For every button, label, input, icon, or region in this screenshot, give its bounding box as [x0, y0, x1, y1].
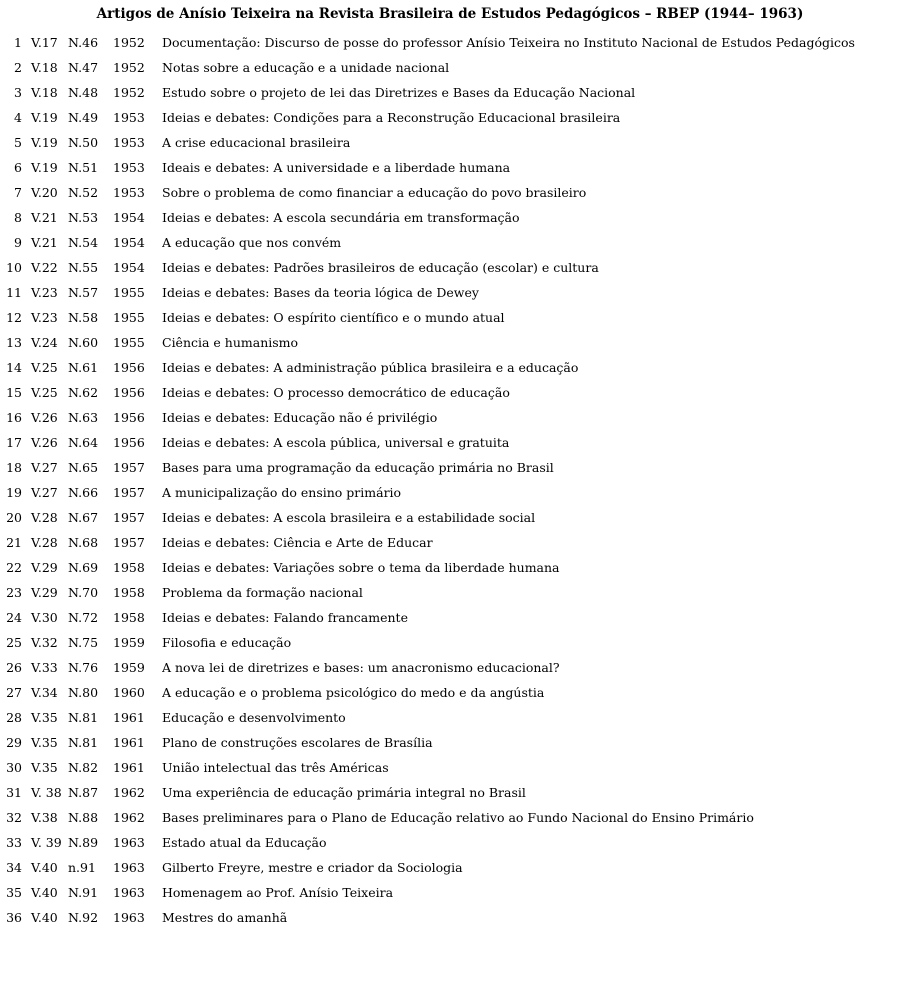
article-year: 1952 [113, 85, 145, 100]
article-title: Plano de construções escolares de Brasília [162, 735, 433, 750]
article-number: N.66 [68, 485, 99, 500]
article-row [0, 130, 900, 155]
article-title: Estado atual da Educação [162, 835, 327, 850]
article-index: 14 [6, 360, 22, 375]
article-index: 35 [6, 885, 22, 900]
article-volume: V.30 [31, 610, 58, 625]
article-volume: V.35 [31, 760, 58, 775]
article-number: N.46 [68, 35, 99, 50]
article-year: 1960 [113, 685, 145, 700]
article-volume: V.40 [31, 885, 58, 900]
article-volume: V.17 [31, 35, 58, 50]
article-year: 1957 [113, 460, 145, 475]
article-title: Ideias e debates: Padrões brasileiros de educação (escolar) e cultura [162, 260, 599, 275]
article-number: N.68 [68, 535, 99, 550]
article-title: Problema da formação nacional [162, 585, 363, 600]
article-volume: V.24 [31, 335, 58, 350]
article-index: 23 [6, 585, 22, 600]
article-index: 1 [14, 35, 22, 50]
article-row [0, 830, 900, 855]
article-volume: V.21 [31, 235, 58, 250]
article-year: 1953 [113, 135, 145, 150]
article-year: 1961 [113, 760, 145, 775]
article-row [0, 180, 900, 205]
article-number: N.76 [68, 660, 99, 675]
article-number: N.70 [68, 585, 99, 600]
article-title: Documentação: Discurso de posse do professor Anísio Teixeira no Instituto Nacional de Estudos Pedagógicos [162, 35, 855, 50]
article-index: 5 [14, 135, 22, 150]
article-row [0, 280, 900, 305]
article-row [0, 255, 900, 280]
article-title: A nova lei de diretrizes e bases: um anacronismo educacional? [162, 660, 560, 675]
article-year: 1957 [113, 535, 145, 550]
article-title: Mestres do amanhã [162, 910, 288, 925]
article-title: Ideias e debates: Bases da teoria lógica de Dewey [162, 285, 479, 300]
article-year: 1952 [113, 35, 145, 50]
article-year: 1958 [113, 585, 145, 600]
article-row [0, 605, 900, 630]
article-volume: V.28 [31, 510, 58, 525]
article-number: N.92 [68, 910, 99, 925]
article-row [0, 705, 900, 730]
article-title: Ideias e debates: Educação não é privilégio [162, 410, 438, 425]
article-volume: V.20 [31, 185, 58, 200]
article-title: Ideias e debates: Ciência e Arte de Educar [162, 535, 433, 550]
article-index: 18 [6, 460, 22, 475]
article-year: 1963 [113, 910, 145, 925]
article-number: N.82 [68, 760, 99, 775]
article-title: Ideias e debates: A escola secundária em transformação [162, 210, 520, 225]
article-index: 4 [14, 110, 22, 125]
article-volume: V.28 [31, 535, 58, 550]
article-row [0, 455, 900, 480]
article-number: N.49 [68, 110, 99, 125]
article-title: Ideias e debates: Condições para a Reconstrução Educacional brasileira [162, 110, 621, 125]
article-year: 1955 [113, 310, 145, 325]
article-title: Ideais e debates: A universidade e a liberdade humana [162, 160, 511, 175]
article-volume: V.40 [31, 910, 58, 925]
article-index: 7 [14, 185, 22, 200]
article-index: 24 [6, 610, 22, 625]
article-volume: V.23 [31, 285, 58, 300]
article-volume: V.25 [31, 360, 58, 375]
article-volume: V.34 [31, 685, 58, 700]
article-title: Ciência e humanismo [162, 335, 299, 350]
article-number: N.81 [68, 710, 99, 725]
article-year: 1961 [113, 735, 145, 750]
article-index: 20 [6, 510, 22, 525]
article-index: 17 [6, 435, 22, 450]
article-row [0, 755, 900, 780]
article-number: N.60 [68, 335, 99, 350]
article-volume: V.19 [31, 135, 58, 150]
article-volume: V.26 [31, 410, 58, 425]
article-year: 1959 [113, 660, 145, 675]
article-number: N.64 [68, 435, 99, 450]
article-index: 21 [6, 535, 22, 550]
article-row [0, 405, 900, 430]
article-title: Ideias e debates: A escola brasileira e a estabilidade social [162, 510, 536, 525]
article-volume: V.29 [31, 585, 58, 600]
article-title: União intelectual das três Américas [162, 760, 389, 775]
article-number: N.61 [68, 360, 99, 375]
article-volume: V.25 [31, 385, 58, 400]
article-year: 1957 [113, 510, 145, 525]
article-year: 1958 [113, 610, 145, 625]
article-title: Homenagem ao Prof. Anísio Teixeira [162, 885, 394, 900]
article-year: 1956 [113, 360, 145, 375]
article-index: 31 [6, 785, 22, 800]
article-volume: V.33 [31, 660, 58, 675]
article-volume: V.32 [31, 635, 58, 650]
article-title: A municipalização do ensino primário [162, 485, 402, 500]
article-volume: V.18 [31, 60, 58, 75]
article-number: N.81 [68, 735, 99, 750]
article-volume: V.35 [31, 735, 58, 750]
article-number: N.80 [68, 685, 99, 700]
article-number: N.54 [68, 235, 99, 250]
article-index: 19 [6, 485, 22, 500]
article-index: 30 [6, 760, 22, 775]
article-row [0, 305, 900, 330]
article-year: 1959 [113, 635, 145, 650]
article-row [0, 880, 900, 905]
article-index: 15 [6, 385, 22, 400]
article-index: 36 [6, 910, 22, 925]
article-index: 33 [6, 835, 22, 850]
article-row [0, 730, 900, 755]
article-number: N.91 [68, 885, 99, 900]
article-row [0, 30, 900, 55]
article-number: N.75 [68, 635, 99, 650]
article-title: A educação que nos convém [162, 235, 342, 250]
article-row [0, 380, 900, 405]
article-row [0, 330, 900, 355]
article-number: N.57 [68, 285, 99, 300]
article-title: Sobre o problema de como financiar a educação do povo brasileiro [162, 185, 587, 200]
article-volume: V.23 [31, 310, 58, 325]
article-number: N.88 [68, 810, 99, 825]
article-number: N.87 [68, 785, 99, 800]
article-year: 1956 [113, 435, 145, 450]
article-year: 1963 [113, 835, 145, 850]
article-row [0, 430, 900, 455]
article-index: 32 [6, 810, 22, 825]
article-index: 13 [6, 335, 22, 350]
article-volume: V. 39 [31, 835, 62, 850]
article-index: 9 [14, 235, 22, 250]
article-row [0, 580, 900, 605]
article-row [0, 855, 900, 880]
article-index: 11 [6, 285, 22, 300]
article-row [0, 905, 900, 930]
article-row [0, 55, 900, 80]
article-year: 1956 [113, 410, 145, 425]
article-index: 34 [6, 860, 22, 875]
article-year: 1963 [113, 860, 145, 875]
article-number: N.51 [68, 160, 99, 175]
article-number: N.65 [68, 460, 99, 475]
article-index: 29 [6, 735, 22, 750]
article-number: N.89 [68, 835, 99, 850]
article-row [0, 155, 900, 180]
article-index: 25 [6, 635, 22, 650]
article-index: 3 [14, 85, 22, 100]
article-volume: V.21 [31, 210, 58, 225]
article-volume: V.40 [31, 860, 58, 875]
document-title: Artigos de Anísio Teixeira na Revista Brasileira de Estudos Pedagógicos – RBEP (1944– 1963) [96, 6, 804, 22]
article-row [0, 505, 900, 530]
article-year: 1953 [113, 110, 145, 125]
article-title: A crise educacional brasileira [162, 135, 351, 150]
article-index: 2 [14, 60, 22, 75]
article-title: Filosofia e educação [162, 635, 292, 650]
article-year: 1953 [113, 160, 145, 175]
article-row [0, 680, 900, 705]
article-year: 1958 [113, 560, 145, 575]
article-volume: V.18 [31, 85, 58, 100]
article-row [0, 630, 900, 655]
article-number: N.69 [68, 560, 99, 575]
article-row [0, 805, 900, 830]
article-title: Bases preliminares para o Plano de Educação relativo ao Fundo Nacional do Ensino Primário [162, 810, 754, 825]
article-title: Ideias e debates: O espírito científico e o mundo atual [162, 310, 505, 325]
article-index: 27 [6, 685, 22, 700]
article-index: 12 [6, 310, 22, 325]
article-title: Educação e desenvolvimento [162, 710, 346, 725]
article-title: Ideias e debates: A escola pública, universal e gratuita [162, 435, 510, 450]
article-year: 1957 [113, 485, 145, 500]
article-title: Ideias e debates: A administração pública brasileira e a educação [162, 360, 579, 375]
article-row [0, 355, 900, 380]
article-year: 1956 [113, 385, 145, 400]
article-volume: V.19 [31, 160, 58, 175]
article-row [0, 205, 900, 230]
article-number: n.91 [68, 860, 96, 875]
article-volume: V.29 [31, 560, 58, 575]
article-year: 1952 [113, 60, 145, 75]
article-year: 1955 [113, 285, 145, 300]
article-year: 1962 [113, 810, 145, 825]
article-volume: V.22 [31, 260, 58, 275]
article-volume: V.38 [31, 810, 58, 825]
article-number: N.67 [68, 510, 99, 525]
article-number: N.63 [68, 410, 99, 425]
article-number: N.50 [68, 135, 99, 150]
article-year: 1953 [113, 185, 145, 200]
article-number: N.62 [68, 385, 99, 400]
article-number: N.58 [68, 310, 99, 325]
article-index: 16 [6, 410, 22, 425]
article-row [0, 230, 900, 255]
article-row [0, 80, 900, 105]
article-number: N.72 [68, 610, 99, 625]
article-year: 1955 [113, 335, 145, 350]
article-number: N.48 [68, 85, 99, 100]
article-title: Uma experiência de educação primária integral no Brasil [162, 785, 526, 800]
article-index: 6 [14, 160, 22, 175]
article-row [0, 480, 900, 505]
article-title: Gilberto Freyre, mestre e criador da Sociologia [162, 860, 463, 875]
article-list [0, 30, 900, 930]
article-index: 22 [6, 560, 22, 575]
article-number: N.55 [68, 260, 99, 275]
article-index: 8 [14, 210, 22, 225]
article-row [0, 530, 900, 555]
article-title: Bases para uma programação da educação primária no Brasil [162, 460, 554, 475]
article-row [0, 780, 900, 805]
article-index: 10 [6, 260, 22, 275]
article-row [0, 555, 900, 580]
article-year: 1962 [113, 785, 145, 800]
article-year: 1954 [113, 235, 145, 250]
article-title: Notas sobre a educação e a unidade nacional [162, 60, 450, 75]
article-number: N.53 [68, 210, 99, 225]
article-index: 26 [6, 660, 22, 675]
article-volume: V.27 [31, 460, 58, 475]
article-row [0, 105, 900, 130]
article-title: Ideias e debates: O processo democrático de educação [162, 385, 510, 400]
article-row [0, 655, 900, 680]
article-volume: V.27 [31, 485, 58, 500]
article-number: N.52 [68, 185, 99, 200]
article-year: 1961 [113, 710, 145, 725]
article-index: 28 [6, 710, 22, 725]
article-title: Estudo sobre o projeto de lei das Diretrizes e Bases da Educação Nacional [162, 85, 636, 100]
article-title: A educação e o problema psicológico do medo e da angústia [162, 685, 545, 700]
article-volume: V.19 [31, 110, 58, 125]
article-year: 1954 [113, 260, 145, 275]
article-number: N.47 [68, 60, 99, 75]
article-volume: V.35 [31, 710, 58, 725]
article-volume: V.26 [31, 435, 58, 450]
article-year: 1963 [113, 885, 145, 900]
article-title: Ideias e debates: Variações sobre o tema da liberdade humana [162, 560, 560, 575]
article-title: Ideias e debates: Falando francamente [162, 610, 408, 625]
article-year: 1954 [113, 210, 145, 225]
article-volume: V. 38 [31, 785, 62, 800]
